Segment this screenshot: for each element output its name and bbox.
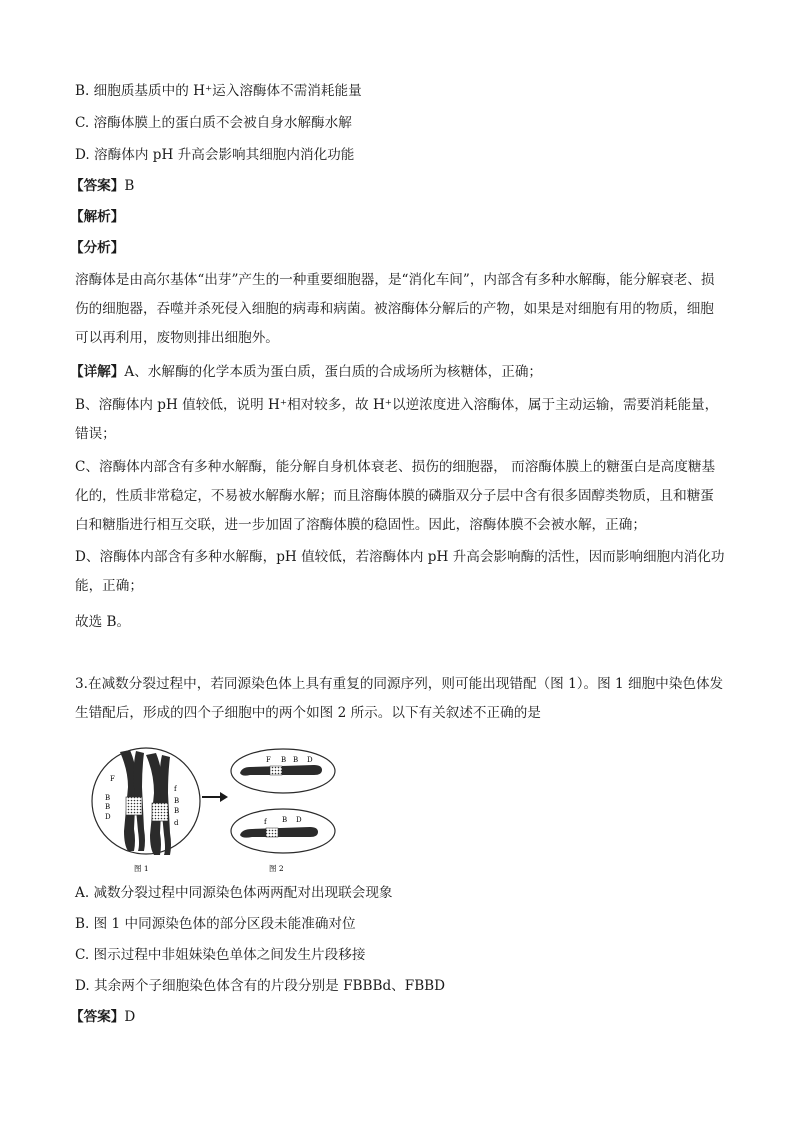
q2-answer [70, 176, 134, 196]
q2-option-b: B. 细胞质基质中的 H⁺运入溶酶体不需消耗能量 [75, 83, 362, 99]
q2-detail-c: C、溶酶体内部含有多种水解酶，能分解自身机体衰老、损伤的细胞器， 而溶酶体膜上的糖蛋白是高度糖基化的，性质非常稳定，不易被水解酶水解；而且溶酶体膜的磷脂双分子层中含有很多固醇类物质，且和糖蛋白和糖脂进行相互交联，进一步加固了溶酶体膜的稳固性。因此，溶酶体膜不会被水解，正确； [75, 459, 716, 533]
q3-stem: 3.在减数分裂过程中，若同源染色体上具有重复的同源序列，则可能出现错配（图 1）。图 1 细胞中染色体发生错配后，形成的四个子细胞中的两个如图 2 所示。以下有关叙述不正确的是 [75, 676, 724, 721]
fig2-bottom-label: f [264, 818, 267, 826]
fig1-right-label: f [174, 785, 177, 793]
q2-analysis-tag: 【解析】 [70, 209, 125, 225]
fig1-left-label: B [105, 803, 111, 811]
fig2-top-label: B [281, 756, 287, 764]
q3-option-c: C. 图示过程中非姐妹染色单体之间发生片段移接 [75, 947, 366, 963]
q2-detail-d: D、溶酶体内部含有多种水解酶，pH 值较低，若溶酶体内 pH 升高会影响酶的活性，因而影响细胞内消化功能，正确； [75, 549, 725, 594]
q2-detail-b: B、溶酶体内 pH 值较低，说明 H⁺相对较多，故 H⁺以逆浓度进入溶酶体，属于主动运输，需要消耗能量，错误； [75, 397, 719, 442]
fig2-top-label: B [293, 756, 299, 764]
fig2-top-label: D [307, 756, 313, 764]
fig2-bottom-label: D [296, 816, 302, 824]
fig1-left-label: F [110, 775, 115, 783]
fig1-left-label: B [105, 794, 111, 802]
detail-a-text: A、水解酶的化学本质为蛋白质，蛋白质的合成场所为核糖体，正确； [124, 364, 543, 380]
fig2-bottom-label: B [282, 816, 288, 824]
q3-option-b: B. 图 1 中同源染色体的部分区段未能准确对位 [75, 916, 356, 932]
fig1-right-label: B [174, 797, 180, 805]
q2-fenxi-tag: 【分析】 [70, 240, 125, 256]
fig1-left-label: D [105, 813, 111, 821]
fig1-cell [92, 748, 200, 855]
fig2-top-label: F [266, 756, 271, 764]
q2-option-c: C. 溶酶体膜上的蛋白质不会被自身水解酶水解 [75, 115, 352, 131]
q2-option-d: D. 溶酶体内 pH 升高会影响其细胞内消化功能 [75, 147, 355, 163]
q3-answer [70, 1007, 135, 1027]
q3-option-a: A. 减数分裂过程中同源染色体两两配对出现联会现象 [75, 885, 393, 901]
q3-option-d: D. 其余两个子细胞染色体含有的片段分别是 FBBBd、FBBD [75, 978, 446, 994]
fig1-caption: 图 1 [134, 864, 149, 873]
answer-tag: 【答案】 [70, 178, 125, 194]
q2-conclusion: 故选 B。 [75, 614, 131, 630]
q2-detail-a [70, 362, 542, 382]
answer-value: D [124, 1009, 136, 1025]
chromosome-figure [88, 745, 338, 877]
detail-tag: 【详解】 [70, 364, 125, 380]
answer-value: B [124, 178, 135, 194]
fig2-caption: 图 2 [269, 864, 284, 873]
fig1-right-label: d [174, 819, 179, 827]
q2-fenxi-text: 溶酶体是由高尔基体“出芽”产生的一种重要细胞器，是“消化车间”，内部含有多种水解酶，能分解衰老、损伤的细胞器，吞噬并杀死侵入细胞的病毒和病菌。被溶酶体分解后的产物，如果是对细胞有用的物质，细胞可以再利用，废物则排出细胞外。 [75, 272, 715, 346]
fig1-right-label: B [174, 807, 180, 815]
arrow-icon [202, 792, 228, 802]
fig2-cells [231, 749, 335, 853]
answer-tag: 【答案】 [70, 1009, 125, 1025]
